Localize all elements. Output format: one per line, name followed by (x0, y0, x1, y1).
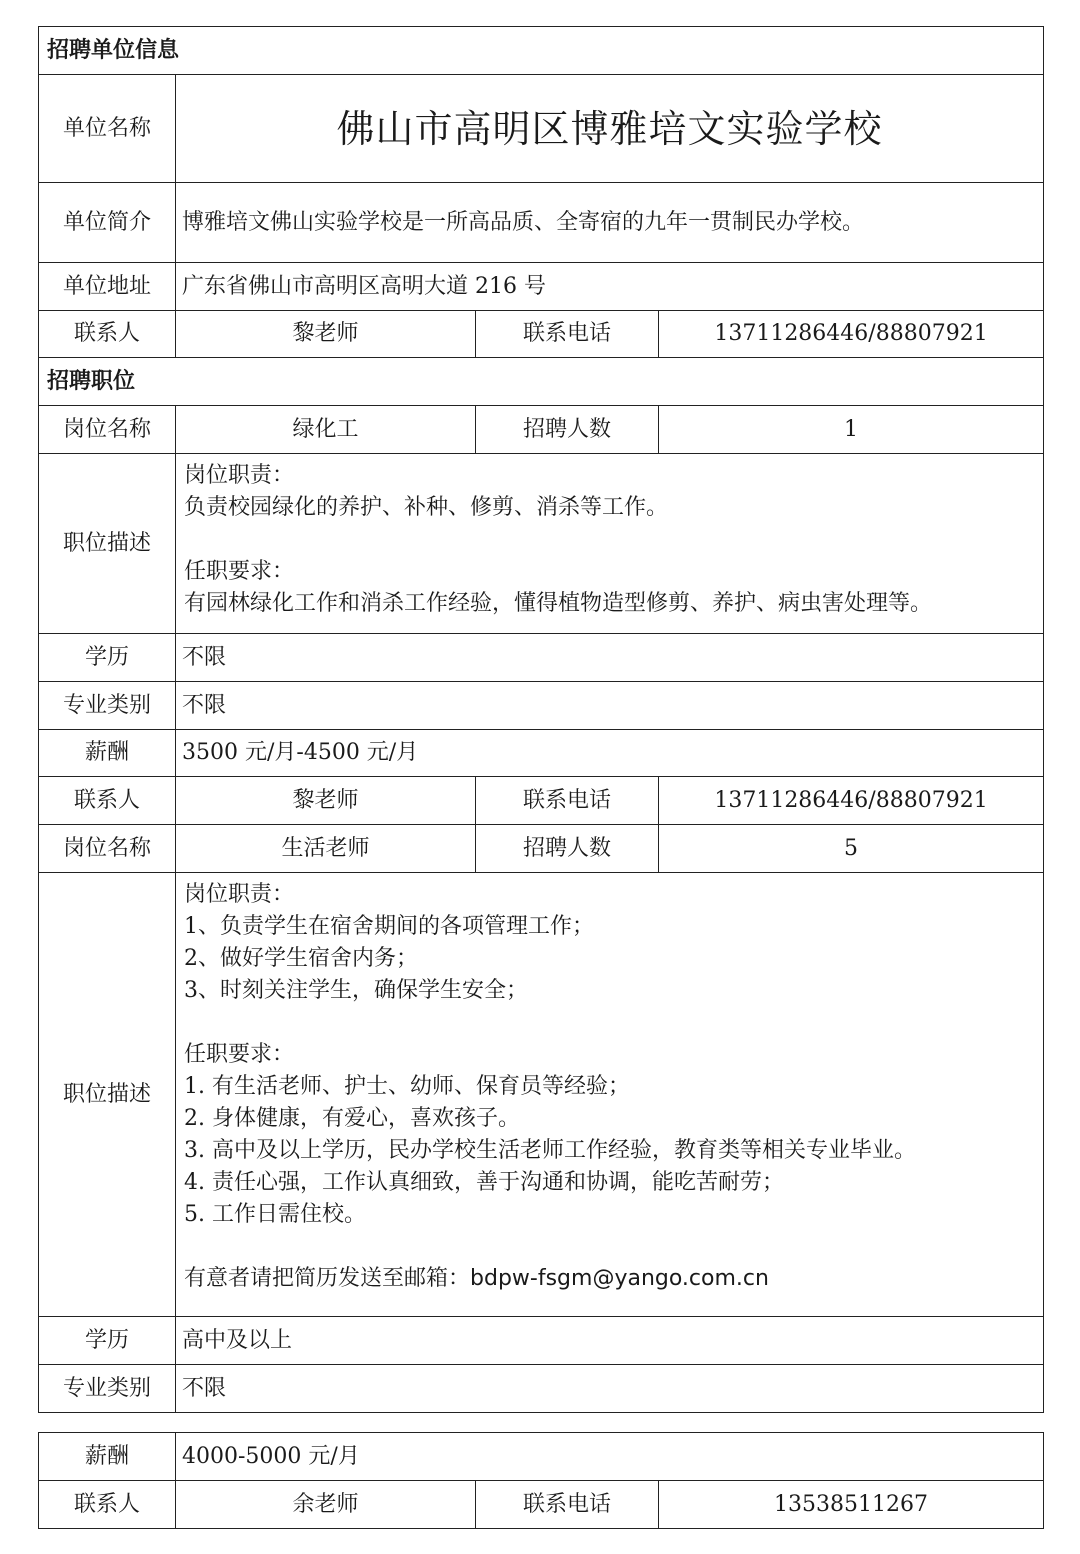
unit-address-label: 单位地址 (39, 263, 176, 311)
position-2-phone-value: 13538511267 (659, 1481, 1044, 1529)
section-positions-title: 招聘职位 (39, 358, 1044, 406)
position-2-count-value: 5 (659, 825, 1044, 873)
unit-phone-value: 13711286446/88807921 (659, 311, 1044, 358)
position-1-major-label: 专业类别 (39, 682, 176, 730)
position-2-title-row (39, 825, 1044, 873)
position-1-desc-row (39, 454, 1044, 634)
desc-line (184, 1231, 1037, 1263)
position-2-contact-row (39, 1481, 1044, 1529)
unit-name-label: 单位名称 (39, 75, 176, 183)
position-1-contact-label: 联系人 (39, 777, 176, 825)
recruitment-table-continued (38, 1432, 1044, 1529)
desc-line: 任职要求： (184, 1042, 295, 1067)
desc-line: 负责校园绿化的养护、补种、修剪、消杀等工作。 (184, 495, 669, 520)
position-2-phone-label: 联系电话 (476, 1481, 659, 1529)
position-2-major-label: 专业类别 (39, 1365, 176, 1413)
position-1-salary-label: 薪酬 (39, 730, 176, 777)
unit-intro-value: 博雅培文佛山实验学校是一所高品质、全寄宿的九年一贯制民办学校。 (176, 183, 1044, 263)
unit-name-value: 佛山市高明区博雅培文实验学校 (176, 75, 1044, 183)
position-1-edu-label: 学历 (39, 634, 176, 682)
position-2-salary-label: 薪酬 (39, 1433, 176, 1481)
section-positions-row (39, 358, 1044, 406)
desc-line: 3、时刻关注学生，确保学生安全； (184, 978, 528, 1003)
unit-intro-label: 单位简介 (39, 183, 176, 263)
desc-line: 4. 责任心强，工作认真细致，善于沟通和协调，能吃苦耐劳； (184, 1170, 784, 1195)
position-2-major-row (39, 1365, 1044, 1413)
position-2-contact-value: 余老师 (176, 1481, 476, 1529)
section-unit-title: 招聘单位信息 (39, 27, 1044, 75)
position-2-contact-label: 联系人 (39, 1481, 176, 1529)
unit-contact-value: 黎老师 (176, 311, 476, 358)
position-1-title-label: 岗位名称 (39, 406, 176, 454)
position-1-salary-value: 3500 元/月-4500 元/月 (176, 730, 1044, 777)
position-1-edu-value: 不限 (176, 634, 1044, 682)
position-1-count-label: 招聘人数 (476, 406, 659, 454)
position-2-title-label: 岗位名称 (39, 825, 176, 873)
position-1-major-value: 不限 (176, 682, 1044, 730)
email-address[interactable]: bdpw-fsgm@yango.com.cn (470, 1266, 769, 1291)
unit-contact-label: 联系人 (39, 311, 176, 358)
desc-line: 5. 工作日需住校。 (184, 1202, 366, 1227)
position-1-title-value: 绿化工 (176, 406, 476, 454)
position-2-count-label: 招聘人数 (476, 825, 659, 873)
unit-intro-row (39, 183, 1044, 263)
desc-line: 岗位职责： (184, 463, 295, 488)
unit-phone-label: 联系电话 (476, 311, 659, 358)
unit-name-row (39, 75, 1044, 183)
position-1-desc-value (176, 454, 1044, 634)
position-2-desc-value (176, 873, 1044, 1317)
desc-line: 2. 身体健康，有爱心，喜欢孩子。 (184, 1106, 520, 1131)
desc-line: 1. 有生活老师、护士、幼师、保育员等经验； (184, 1074, 630, 1099)
position-2-salary-value: 4000-5000 元/月 (176, 1433, 1044, 1481)
position-2-major-value: 不限 (176, 1365, 1044, 1413)
position-1-phone-label: 联系电话 (476, 777, 659, 825)
position-2-desc-row (39, 873, 1044, 1317)
unit-address-value: 广东省佛山市高明区高明大道 216 号 (176, 263, 1044, 311)
position-2-edu-row (39, 1317, 1044, 1365)
unit-address-row (39, 263, 1044, 311)
section-unit-row (39, 27, 1044, 75)
unit-contact-row (39, 311, 1044, 358)
position-1-major-row (39, 682, 1044, 730)
position-1-desc-label: 职位描述 (39, 454, 176, 634)
position-1-salary-row (39, 730, 1044, 777)
desc-line (184, 524, 1037, 556)
position-1-edu-row (39, 634, 1044, 682)
desc-line: 2、做好学生宿舍内务； (184, 946, 418, 971)
position-1-title-row (39, 406, 1044, 454)
desc-line: 1、负责学生在宿舍期间的各项管理工作； (184, 914, 594, 939)
position-1-contact-row (39, 777, 1044, 825)
desc-line: 任职要求： (184, 559, 295, 584)
position-2-salary-row (39, 1433, 1044, 1481)
position-2-desc-label: 职位描述 (39, 873, 176, 1317)
desc-line: 有园林绿化工作和消杀工作经验，懂得植物造型修剪、养护、病虫害处理等。 (184, 591, 933, 616)
position-1-phone-value: 13711286446/88807921 (659, 777, 1044, 825)
position-1-count-value: 1 (659, 406, 1044, 454)
email-prefix: 有意者请把简历发送至邮箱： (184, 1266, 471, 1291)
position-2-title-value: 生活老师 (176, 825, 476, 873)
desc-line (184, 1007, 1037, 1039)
position-2-edu-value: 高中及以上 (176, 1317, 1044, 1365)
desc-line: 3. 高中及以上学历，民办学校生活老师工作经验，教育类等相关专业毕业。 (184, 1138, 916, 1163)
recruitment-table (38, 26, 1044, 1413)
desc-line: 岗位职责： (184, 882, 295, 907)
position-2-edu-label: 学历 (39, 1317, 176, 1365)
email-line (184, 1263, 1037, 1295)
position-1-contact-value: 黎老师 (176, 777, 476, 825)
